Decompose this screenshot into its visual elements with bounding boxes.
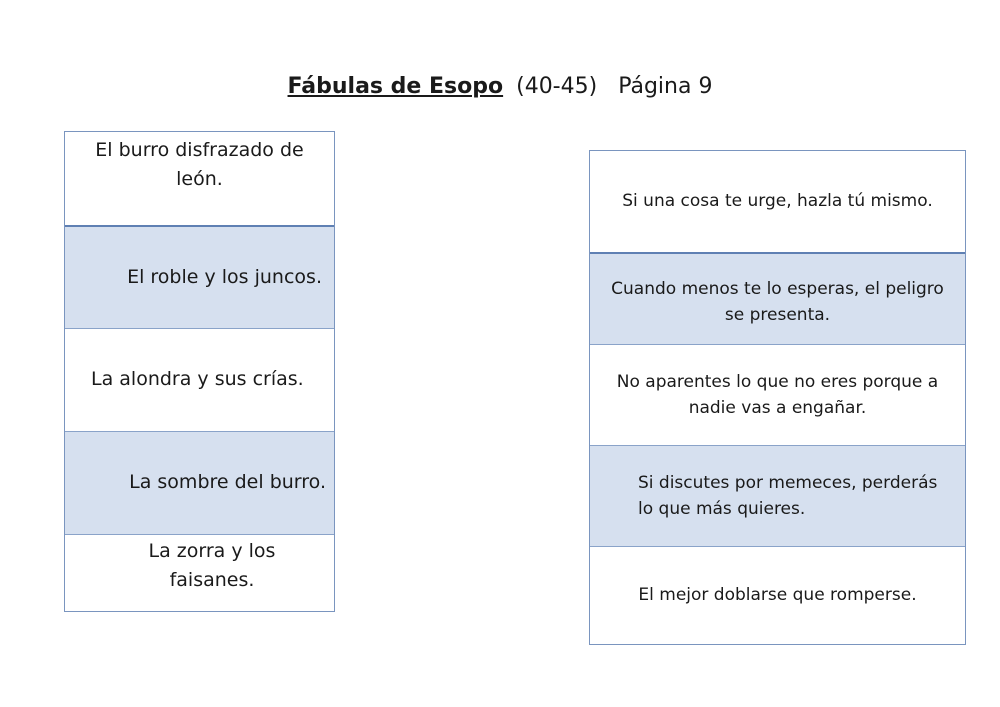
fable-title-card[interactable] (65, 534, 334, 611)
moral-text: No aparentes lo que no eres porque a nadie vas a engañar. (616, 371, 939, 418)
moral-card[interactable] (590, 252, 965, 344)
moral-text: Cuando menos te lo esperas, el peligro se presenta. (611, 278, 944, 325)
moral-column (589, 150, 966, 645)
moral-card[interactable] (590, 151, 965, 252)
fable-title-text: El roble y los juncos. (127, 265, 322, 288)
page-title (0, 74, 1000, 99)
fable-title-card[interactable] (65, 328, 334, 431)
title-main: Fábulas de Esopo (287, 74, 504, 99)
fable-title-card[interactable] (65, 431, 334, 534)
fable-title-text: La sombre del burro. (129, 471, 326, 494)
moral-card[interactable] (590, 344, 965, 445)
fable-title-card[interactable] (65, 225, 334, 328)
moral-text: El mejor doblarse que romperse. (638, 585, 917, 606)
fable-title-column (64, 131, 335, 612)
page-number: Página 9 (618, 74, 713, 99)
title-range: (40-45) (516, 74, 598, 99)
fable-title-text: La zorra y los faisanes. (148, 540, 276, 592)
fable-title-card[interactable] (65, 132, 334, 225)
moral-card[interactable] (590, 445, 965, 546)
moral-text: Si una cosa te urge, hazla tú mismo. (622, 191, 933, 212)
fable-title-text: La alondra y sus crías. (91, 368, 304, 391)
fable-title-text: El burro disfrazado de león. (95, 139, 304, 191)
moral-card[interactable] (590, 546, 965, 644)
moral-text: Si discutes por memeces, perderás lo que más quieres. (638, 472, 938, 519)
